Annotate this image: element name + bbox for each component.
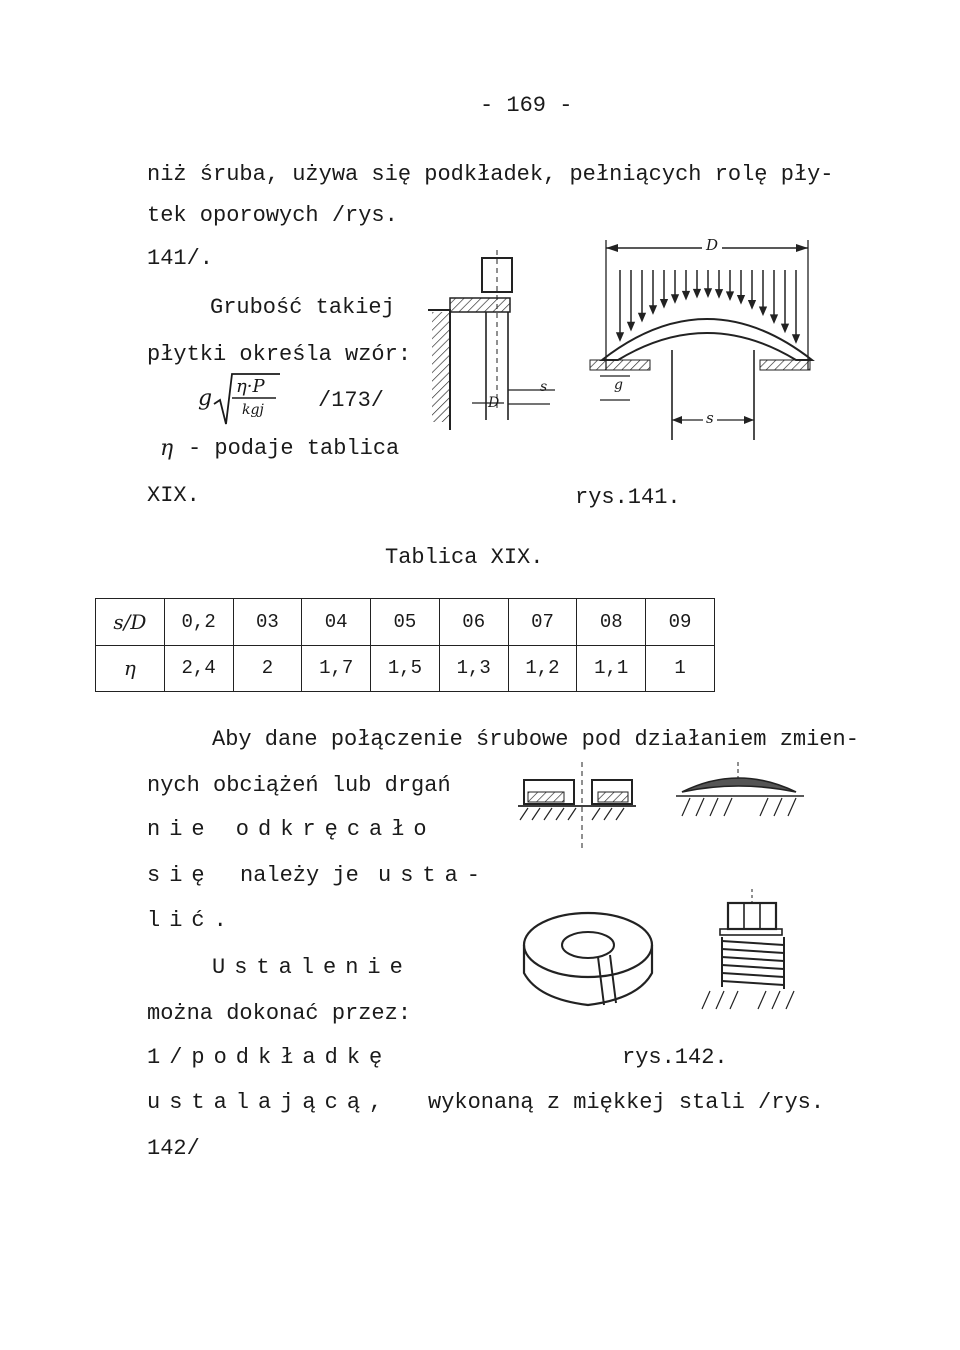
table-header-cell: η <box>96 645 165 692</box>
figure-142-caption: rys.142. <box>622 1045 728 1070</box>
text-line: się <box>147 863 214 888</box>
text-line: nie odkręcało <box>147 817 436 842</box>
load-arrowhead-icon <box>727 292 733 299</box>
table-cell: 04 <box>302 599 371 646</box>
table-header-cell: s/D <box>96 599 165 646</box>
formula-lhs: g <box>198 386 213 411</box>
table-xix <box>95 598 715 692</box>
load-arrowhead-icon <box>628 323 634 330</box>
table-cell: 0,2 <box>164 599 233 646</box>
table-cell: 2 <box>233 645 302 692</box>
table-cell: 1,7 <box>302 645 371 692</box>
text-line: 141/. <box>147 246 214 271</box>
load-arrowhead-icon <box>705 289 711 296</box>
page-number: - 169 - <box>480 93 573 118</box>
formula-denominator: kgj <box>242 402 264 418</box>
text-line: ustalającą, <box>147 1090 392 1115</box>
figure-142-flat-washer-section <box>508 762 638 852</box>
text-line: nych obciążeń lub drgań <box>147 773 451 798</box>
load-arrowhead-icon <box>771 315 777 322</box>
table-cell: 03 <box>233 599 302 646</box>
text-line: usta- <box>378 863 490 888</box>
load-arrowhead-icon <box>617 333 623 340</box>
text-line: Aby dane połączenie śrubowe pod działaniem zmien- <box>212 727 859 752</box>
dimension-label-s: s <box>703 405 717 431</box>
table-title: Tablica XIX. <box>385 545 544 570</box>
text-line: XIX. <box>147 483 200 508</box>
table-cell: 1,3 <box>439 645 508 692</box>
table-row <box>96 645 715 692</box>
dimension-label-d: D <box>488 395 500 411</box>
table-row <box>96 599 715 646</box>
text-line: lić. <box>147 908 236 933</box>
text-line: można dokonać przez: <box>147 1001 412 1026</box>
table-cell: 09 <box>646 599 715 646</box>
text-line: płytki określa wzór: <box>147 342 412 367</box>
load-arrowhead-icon <box>782 324 788 331</box>
load-arrowhead-icon <box>694 290 700 297</box>
load-arrowhead-icon <box>683 292 689 299</box>
text-line: niż śruba, używa się podkładek, pełniących rolę pły- <box>147 162 834 187</box>
load-arrowhead-icon <box>672 295 678 302</box>
formula-numerator: η·P <box>236 376 265 397</box>
dimension-label-d: D <box>702 232 722 258</box>
figure-141-caption: rys.141. <box>575 485 681 510</box>
figure-142-dished-washer <box>668 762 818 852</box>
dimension-label-s: s <box>540 379 548 395</box>
table-cell: 06 <box>439 599 508 646</box>
figure-142-spring-washer <box>518 905 658 1025</box>
table-cell: 1,5 <box>371 645 440 692</box>
load-arrowhead-icon <box>793 335 799 342</box>
load-arrowhead-icon <box>760 307 766 314</box>
text-line: 142/ <box>147 1136 200 1161</box>
text-line: należy je <box>240 863 359 888</box>
table-cell: 1 <box>646 645 715 692</box>
load-arrowhead-icon <box>749 301 755 308</box>
text-line: Ustalenie <box>212 955 412 980</box>
figure-142-bolt-with-washer <box>698 885 808 1015</box>
load-arrowhead-icon <box>639 314 645 321</box>
text-line: tek oporowych /rys. <box>147 203 398 228</box>
text-line: - podaje tablica <box>188 436 400 461</box>
load-arrowhead-icon <box>650 306 656 313</box>
text-line: wykonaną z miękkej stali /rys. <box>428 1090 825 1115</box>
table-cell: 1,2 <box>508 645 577 692</box>
table-cell: 1,1 <box>577 645 646 692</box>
load-arrowhead-icon <box>738 296 744 303</box>
table-cell: 05 <box>371 599 440 646</box>
text-line: 1/podkładkę <box>147 1045 392 1070</box>
load-arrowhead-icon <box>716 290 722 297</box>
table-cell: 2,4 <box>164 645 233 692</box>
formula-reference: /173/ <box>318 388 385 413</box>
load-arrowhead-icon <box>661 300 667 307</box>
table-cell: 08 <box>577 599 646 646</box>
table-cell: 07 <box>508 599 577 646</box>
eta-symbol: η <box>160 436 174 461</box>
dimension-label-g: g <box>614 377 623 393</box>
text-line: Grubość takiej <box>210 295 395 320</box>
formula <box>198 372 308 432</box>
